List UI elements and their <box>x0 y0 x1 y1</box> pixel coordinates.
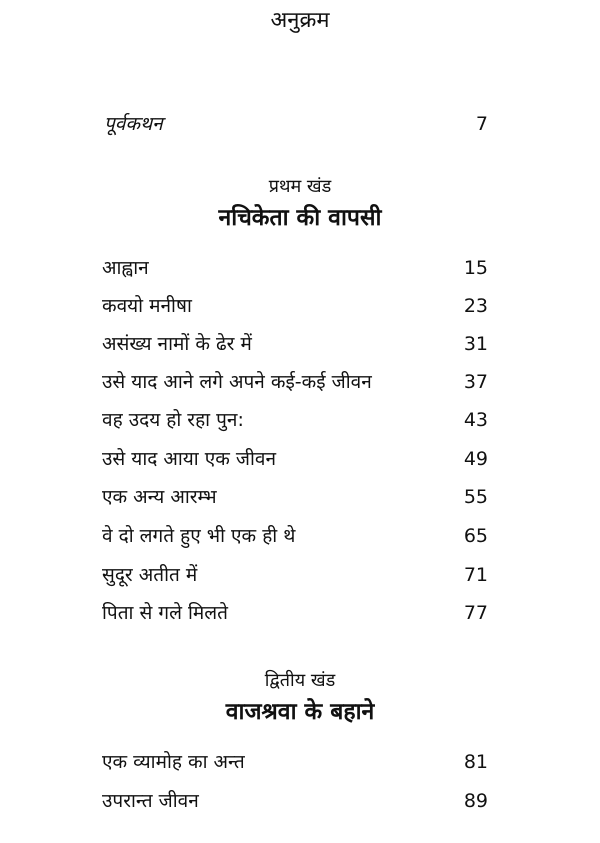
entry-page-number: 23 <box>463 295 488 317</box>
entry-title: आह्वान <box>102 257 149 279</box>
entry-page-number: 43 <box>463 409 488 431</box>
entry-title: एक व्यामोह का अन्त <box>102 751 245 773</box>
entry-page-number: 15 <box>463 257 488 279</box>
entry-page-number: 81 <box>463 751 488 773</box>
section-label-2: द्वितीय खंड <box>264 670 336 691</box>
preface-entry[interactable] <box>104 109 488 139</box>
entry-page-number: 31 <box>463 333 488 355</box>
entry-page-number: 55 <box>463 486 488 508</box>
section-heading-1: नचिकेता की वापसी <box>218 205 382 231</box>
entry-page-number: 89 <box>463 790 488 812</box>
entry-title: उपरान्त जीवन <box>102 790 199 812</box>
section-label-1: प्रथम खंड <box>268 176 332 197</box>
entry-title: उसे याद आया एक जीवन <box>102 448 277 470</box>
toc-entry[interactable] <box>102 747 488 777</box>
toc-entry[interactable] <box>102 482 488 512</box>
entry-title: उसे याद आने लगे अपने कई-कई जीवन <box>102 371 372 393</box>
section-heading-2: वाजश्रवा के बहाने <box>225 699 375 725</box>
entry-title: एक अन्य आरम्भ <box>102 486 217 508</box>
entry-title: पूर्वकथन <box>104 113 163 135</box>
entry-page-number: 37 <box>463 371 488 393</box>
toc-entry[interactable] <box>102 291 488 321</box>
toc-entry[interactable] <box>102 786 488 816</box>
entry-title: वे दो लगते हुए भी एक ही थे <box>102 525 296 547</box>
entry-title: पिता से गले मिलते <box>102 602 229 624</box>
toc-entry[interactable] <box>102 598 488 628</box>
entry-title: असंख्य नामों के ढेर में <box>102 333 252 355</box>
entry-title: सुदूर अतीत में <box>102 564 198 586</box>
toc-entry[interactable] <box>102 253 488 283</box>
toc-entry[interactable] <box>102 444 488 474</box>
entry-page-number: 71 <box>463 564 488 586</box>
page-title: अनुक्रम <box>270 8 330 33</box>
toc-entry[interactable] <box>102 367 488 397</box>
entry-page-number: 65 <box>463 525 488 547</box>
entry-page-number: 77 <box>463 602 488 624</box>
entry-title: वह उदय हो रहा पुन: <box>102 409 244 431</box>
toc-entry[interactable] <box>102 560 488 590</box>
entry-page-number: 7 <box>475 113 488 135</box>
entry-title: कवयो मनीषा <box>102 295 192 317</box>
entry-page-number: 49 <box>463 448 488 470</box>
toc-entry[interactable] <box>102 329 488 359</box>
toc-entry[interactable] <box>102 521 488 551</box>
toc-entry[interactable] <box>102 405 488 435</box>
